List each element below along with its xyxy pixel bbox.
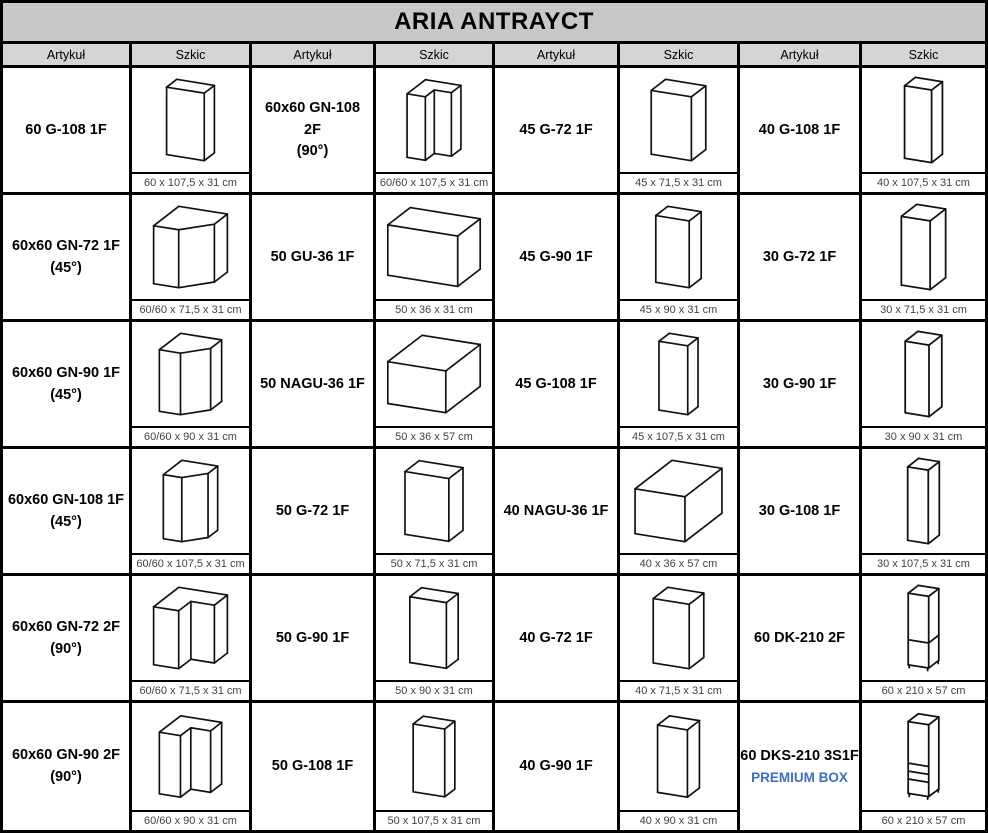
sketch-cell	[376, 703, 492, 830]
sketch-corner90-icon	[132, 576, 249, 680]
article-label: 60x60 GN-90 1F	[11, 364, 120, 381]
sketch-area	[862, 195, 985, 299]
dimension-label: 50 x 36 x 57 cm	[376, 426, 492, 446]
sketch-area	[132, 703, 249, 810]
dimension-label: 40 x 71,5 x 31 cm	[620, 680, 737, 700]
premium-box-badge: PREMIUM BOX	[751, 769, 848, 785]
sketch-box-icon	[376, 576, 492, 680]
sketch-area	[376, 322, 492, 426]
sketch-area	[376, 68, 492, 172]
sketch-cell	[862, 449, 985, 573]
article-label: (90°)	[50, 640, 82, 657]
article-label: (45°)	[50, 386, 82, 403]
column-header-szkic: Szkic	[620, 44, 737, 65]
dimension-label: 50 x 71,5 x 31 cm	[376, 553, 492, 573]
article-cell	[740, 703, 859, 830]
article-label: 50 G-72 1F	[275, 502, 350, 519]
sketch-area	[620, 449, 737, 553]
sketch-area	[862, 703, 985, 810]
dimension-label: 30 x 90 x 31 cm	[862, 426, 985, 446]
article-label: (45°)	[50, 259, 82, 276]
article-cell	[3, 68, 129, 192]
article-label: (90°)	[50, 769, 82, 785]
sketch-cell	[620, 576, 737, 700]
article-cell	[252, 449, 373, 573]
article-cell	[3, 576, 129, 700]
sketch-cell	[376, 576, 492, 700]
article-cell	[3, 703, 129, 830]
column-header-artykul: Artykuł	[3, 44, 129, 65]
sketch-cell	[620, 195, 737, 319]
dimension-label: 60 x 210 x 57 cm	[862, 680, 985, 700]
sketch-box-icon	[862, 68, 985, 172]
article-label: 60x60 GN-90 2F	[11, 747, 120, 764]
sketch-area	[376, 449, 492, 553]
dimension-label: 50 x 90 x 31 cm	[376, 680, 492, 700]
dimension-label: 40 x 36 x 57 cm	[620, 553, 737, 573]
article-cell	[495, 195, 617, 319]
sketch-cell	[376, 195, 492, 319]
sketch-cell	[132, 576, 249, 700]
article-cell	[252, 68, 373, 192]
column-header-szkic: Szkic	[376, 44, 492, 65]
sketch-area	[620, 703, 737, 810]
dimension-label: 60/60 x 107,5 x 31 cm	[376, 172, 492, 192]
dimension-label: 45 x 90 x 31 cm	[620, 299, 737, 319]
article-cell	[3, 449, 129, 573]
sketch-box-icon	[620, 195, 737, 299]
sketch-cell	[862, 195, 985, 319]
dimension-label: 40 x 107,5 x 31 cm	[862, 172, 985, 192]
sketch-box-icon	[862, 576, 985, 680]
sketch-area	[862, 322, 985, 426]
article-cell	[740, 449, 859, 573]
article-label: 30 G-90 1F	[762, 375, 837, 392]
article-cell	[495, 322, 617, 446]
article-label: (45°)	[50, 513, 82, 530]
sketch-cell	[132, 195, 249, 319]
article-cell	[252, 195, 373, 319]
article-label: 45 G-108 1F	[515, 375, 597, 392]
article-label: 45 G-72 1F	[519, 121, 593, 138]
sketch-area	[620, 68, 737, 172]
article-cell	[495, 703, 617, 830]
catalog-title: ARIA ANTRAYCT	[3, 3, 985, 41]
article-label: 60x60 GN-108	[264, 99, 361, 116]
sketch-corner90-icon	[376, 68, 492, 172]
article-label: 60x60 GN-72 2F	[11, 618, 120, 635]
article-label: 50 G-90 1F	[275, 629, 350, 646]
sketch-cell	[132, 322, 249, 446]
sketch-box-icon	[376, 195, 492, 299]
article-label: 40 G-72 1F	[519, 629, 593, 646]
article-label: 30 G-72 1F	[762, 248, 837, 265]
column-header-artykul: Artykuł	[252, 44, 373, 65]
article-label: (90°)	[296, 143, 329, 160]
dimension-label: 45 x 71,5 x 31 cm	[620, 172, 737, 192]
sketch-box-icon	[620, 576, 737, 680]
sketch-box-icon	[132, 68, 249, 172]
sketch-area	[862, 449, 985, 553]
dimension-label: 60 x 210 x 57 cm	[862, 810, 985, 830]
article-cell	[495, 449, 617, 573]
column-header-szkic: Szkic	[862, 44, 985, 65]
dimension-label: 40 x 90 x 31 cm	[620, 810, 737, 830]
article-cell	[252, 576, 373, 700]
article-label: 60x60 GN-108 1F	[7, 491, 125, 508]
article-label: 50 GU-36 1F	[270, 248, 355, 265]
dimension-label: 60/60 x 107,5 x 31 cm	[132, 553, 249, 573]
article-label: 40 G-90 1F	[519, 758, 593, 775]
sketch-cell	[862, 576, 985, 700]
sketch-corner45-icon	[132, 195, 249, 299]
sketch-cell	[376, 68, 492, 192]
sketch-area	[132, 449, 249, 553]
article-label: 50 NAGU-36 1F	[260, 375, 365, 392]
sketch-box-icon	[376, 322, 492, 426]
column-header-artykul: Artykuł	[495, 44, 617, 65]
sketch-cell	[376, 449, 492, 573]
dimension-label: 60 x 107,5 x 31 cm	[132, 172, 249, 192]
dimension-label: 60/60 x 90 x 31 cm	[132, 426, 249, 446]
article-label: 60 DKS-210 3S1F	[740, 747, 859, 764]
sketch-cell	[620, 68, 737, 192]
dimension-label: 60/60 x 71,5 x 31 cm	[132, 299, 249, 319]
sketch-box-icon	[620, 322, 737, 426]
article-cell	[740, 322, 859, 446]
column-header-szkic: Szkic	[132, 44, 249, 65]
article-cell	[252, 703, 373, 830]
sketch-box-icon	[376, 449, 492, 553]
sketch-area	[620, 322, 737, 426]
article-cell	[495, 576, 617, 700]
article-label: 60x60 GN-72 1F	[11, 237, 120, 254]
dimension-label: 30 x 71,5 x 31 cm	[862, 299, 985, 319]
sketch-area	[376, 195, 492, 299]
sketch-cell	[132, 703, 249, 830]
article-label: 50 G-108 1F	[271, 758, 354, 775]
sketch-area	[132, 68, 249, 172]
dimension-label: 45 x 107,5 x 31 cm	[620, 426, 737, 446]
article-cell	[740, 576, 859, 700]
article-label: 60 G-108 1F	[25, 121, 107, 138]
sketch-box-icon	[620, 449, 737, 553]
article-label: 40 G-108 1F	[758, 121, 841, 138]
sketch-area	[862, 68, 985, 172]
article-cell	[740, 195, 859, 319]
dimension-label: 30 x 107,5 x 31 cm	[862, 553, 985, 573]
article-cell	[740, 68, 859, 192]
sketch-area	[132, 576, 249, 680]
column-header-artykul: Artykuł	[740, 44, 859, 65]
sketch-box-icon	[620, 68, 737, 172]
dimension-label: 50 x 36 x 31 cm	[376, 299, 492, 319]
article-label: 40 NAGU-36 1F	[503, 502, 609, 519]
sketch-area	[132, 322, 249, 426]
article-label: 60 DK-210 2F	[753, 629, 846, 646]
sketch-cell	[132, 68, 249, 192]
sketch-cell	[620, 322, 737, 446]
sketch-box-icon	[862, 195, 985, 299]
sketch-area	[376, 576, 492, 680]
dimension-label: 60/60 x 71,5 x 31 cm	[132, 680, 249, 700]
sketch-corner45-icon	[132, 449, 249, 553]
dimension-label: 60/60 x 90 x 31 cm	[132, 810, 249, 830]
sketch-cell	[620, 449, 737, 573]
sketch-box-icon	[862, 703, 985, 810]
article-cell	[3, 322, 129, 446]
sketch-area	[376, 703, 492, 810]
article-cell	[3, 195, 129, 319]
article-cell	[495, 68, 617, 192]
sketch-cell	[862, 322, 985, 446]
sketch-cell	[862, 68, 985, 192]
article-label: 2F	[304, 121, 321, 138]
sketch-cell	[620, 703, 737, 830]
sketch-area	[132, 195, 249, 299]
sketch-box-icon	[862, 322, 985, 426]
sketch-corner45-icon	[132, 322, 249, 426]
sketch-cell	[132, 449, 249, 573]
sketch-box-icon	[862, 449, 985, 553]
sketch-area	[620, 195, 737, 299]
sketch-cell	[862, 703, 985, 830]
sketch-area	[620, 576, 737, 680]
sketch-corner90-icon	[132, 703, 249, 810]
sketch-box-icon	[620, 703, 737, 810]
sketch-box-icon	[376, 703, 492, 810]
sketch-area	[862, 576, 985, 680]
article-cell	[252, 322, 373, 446]
sketch-cell	[376, 322, 492, 446]
dimension-label: 50 x 107,5 x 31 cm	[376, 810, 492, 830]
article-label: 45 G-90 1F	[519, 248, 593, 265]
article-label: 30 G-108 1F	[758, 502, 841, 519]
